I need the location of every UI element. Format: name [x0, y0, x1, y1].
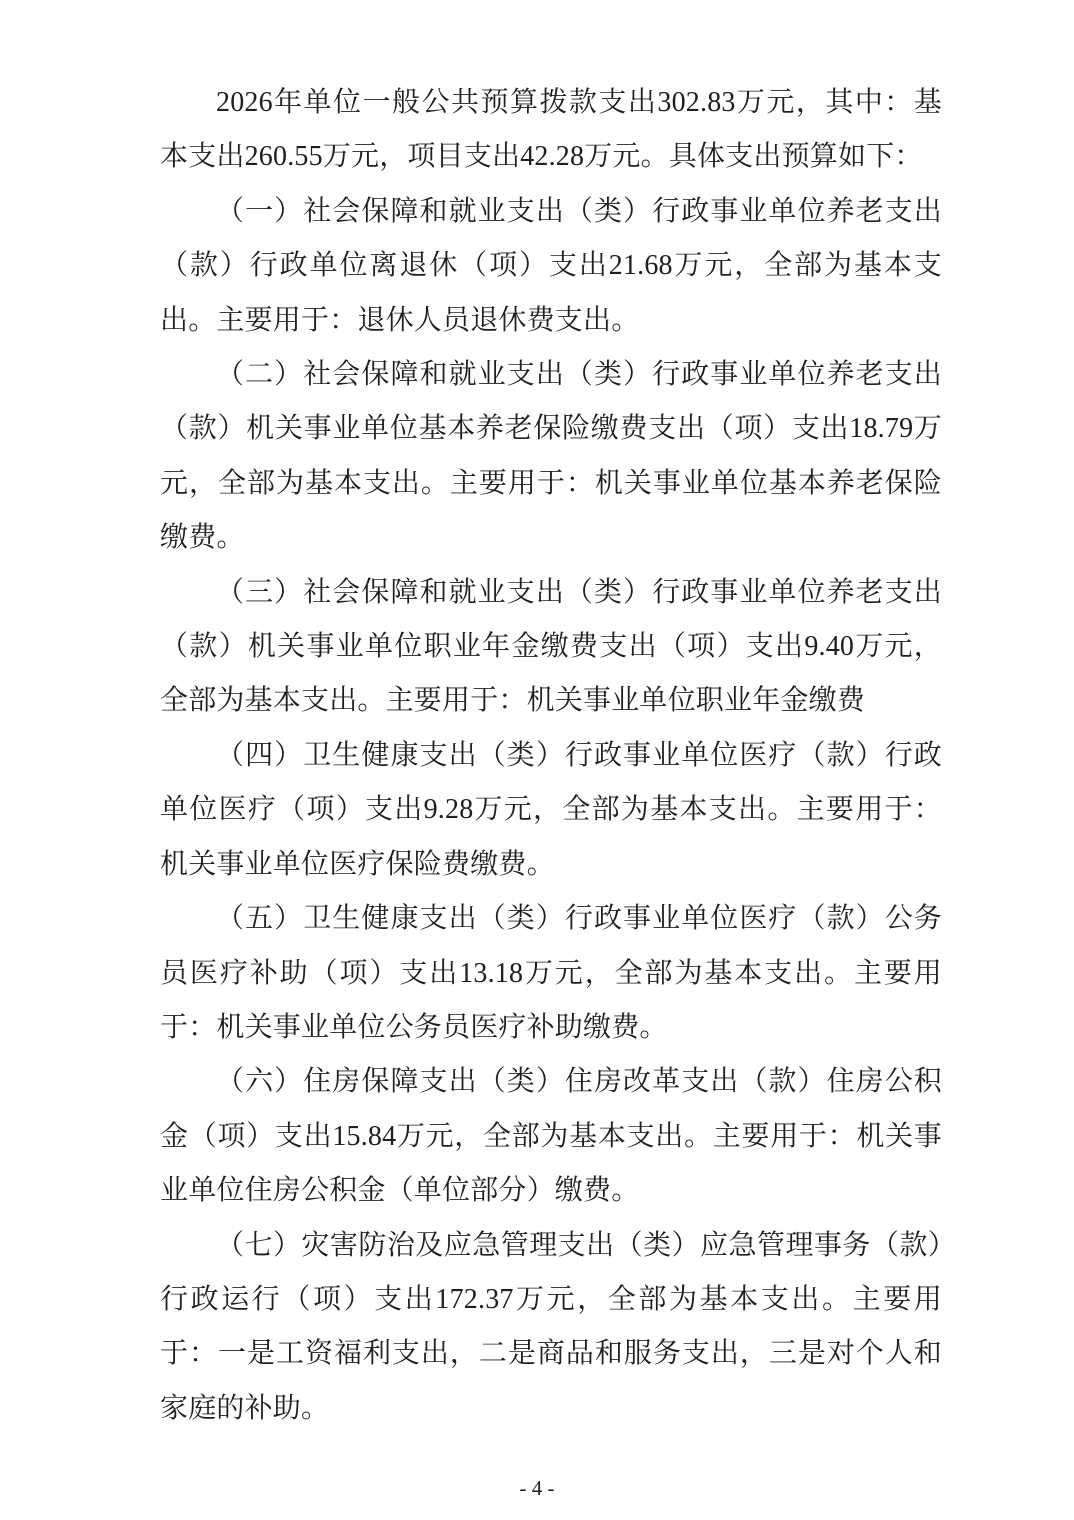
page-footer: [0, 1476, 1074, 1500]
paragraph: （七）灾害防治及应急管理支出（类）应急管理事务（款）行政运行（项）支出172.37万元，全部为基本支出。主要用于：一是工资福利支出，二是商品和服务支出，三是对个人和家庭的补助。: [160, 1229, 942, 1424]
paragraph: （六）住房保障支出（类）住房改革支出（款）住房公积金（项）支出15.84万元，全部为基本支出。主要用于：机关事业单位住房公积金（单位部分）缴费。: [160, 1066, 942, 1207]
paragraph: （三）社会保障和就业支出（类）行政事业单位养老支出（款）机关事业单位职业年金缴费支出（项）支出9.40万元，全部为基本支出。主要用于：机关事业单位职业年金缴费: [160, 576, 942, 717]
document-body: [160, 76, 942, 1436]
paragraph: （四）卫生健康支出（类）行政事业单位医疗（款）行政单位医疗（项）支出9.28万元，全部为基本支出。主要用于：机关事业单位医疗保险费缴费。: [160, 739, 942, 880]
paragraph: （一）社会保障和就业支出（类）行政事业单位养老支出（款）行政单位离退休（项）支出21.68万元，全部为基本支出。主要用于：退休人员退休费支出。: [160, 195, 942, 336]
paragraph: （五）卫生健康支出（类）行政事业单位医疗（款）公务员医疗补助（项）支出13.18万元，全部为基本支出。主要用于：机关事业单位公务员医疗补助缴费。: [160, 903, 942, 1043]
page-number: - 4 -: [519, 1476, 555, 1500]
paragraph: 2026年单位一般公共预算拨款支出302.83万元，其中：基本支出260.55万元，项目支出42.28万元。具体支出预算如下：: [160, 87, 942, 173]
paragraph: （二）社会保障和就业支出（类）行政事业单位养老支出（款）机关事业单位基本养老保险缴费支出（项）支出18.79万元，全部为基本支出。主要用于：机关事业单位基本养老保险缴费。: [160, 359, 942, 554]
